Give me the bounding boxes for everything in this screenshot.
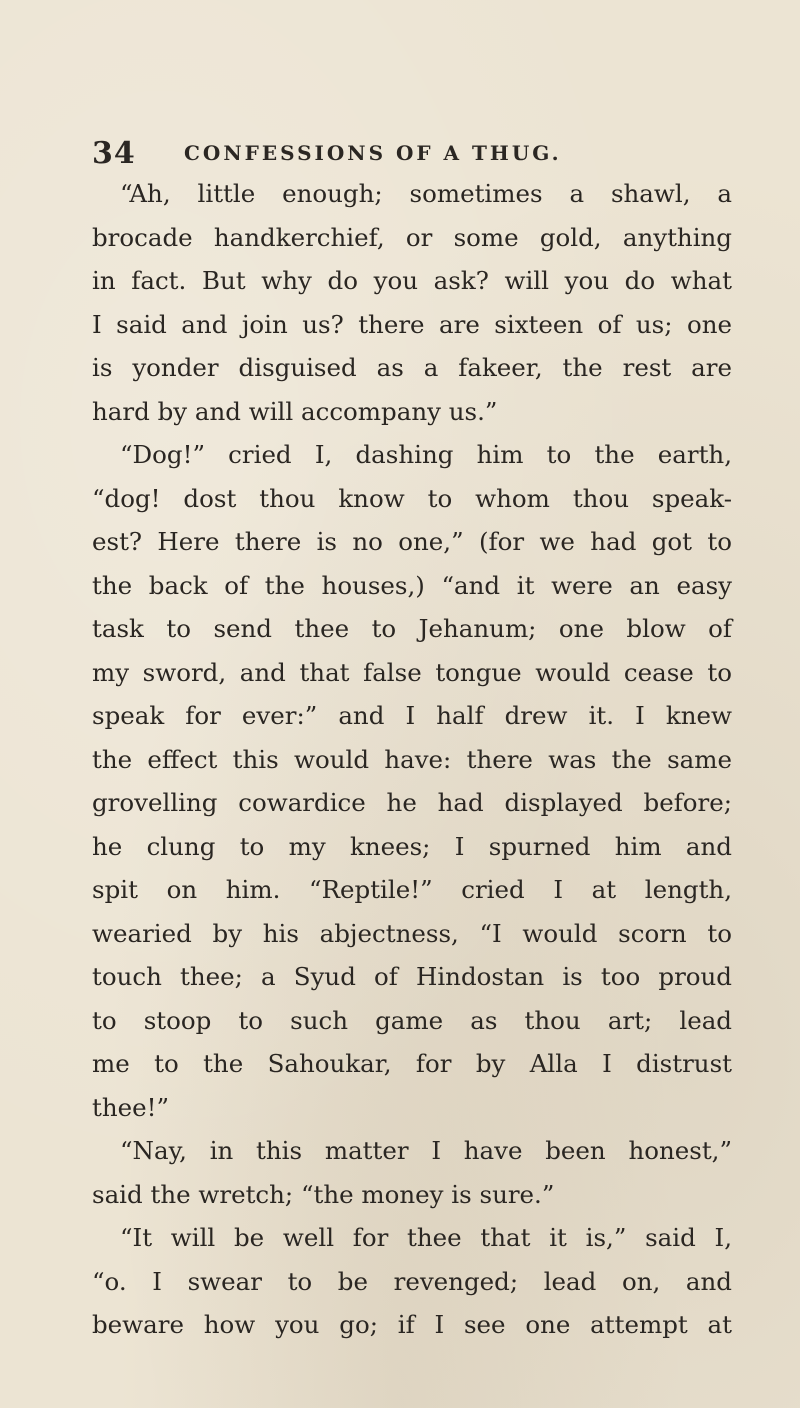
text-line: my sword, and that false tongue would cease to [92, 657, 732, 687]
text-line: in fact. But why do you ask? will you do what [92, 266, 732, 295]
body-text [92, 172, 732, 1347]
text-line: beware how you go; if I see one attempt at [92, 1310, 732, 1339]
text-line: said the wretch; “the money is sure.” [92, 1179, 555, 1209]
text-line: he clung to my knees; I spurned him and [92, 831, 732, 861]
text-line: is yonder disguised as a fakeer, the rest are [92, 353, 732, 382]
text-line: est? Here there is no one,” (for we had got to [92, 527, 732, 556]
running-head: CONFESSIONS OF A THUG. [184, 141, 562, 165]
text-line: task to send thee to Jehanum; one blow of [92, 614, 732, 643]
text-line: “Ah, little enough; sometimes a shawl, a [120, 179, 732, 208]
text-line: spit on him. “Reptile!” cried I at length, [92, 875, 732, 904]
text-line: thee!” [92, 1092, 169, 1122]
text-line: to stoop to such game as thou art; lead [92, 1005, 732, 1035]
text-line: “It will be well for thee that it is,” said I, [120, 1223, 732, 1252]
text-line: the effect this would have: there was the same [92, 744, 732, 774]
page-number: 34 [92, 136, 136, 171]
text-line: “Dog!” cried I, dashing him to the earth, [120, 440, 732, 469]
text-line: “Nay, in this matter I have been honest,” [120, 1136, 732, 1165]
text-line: hard by and will accompany us.” [92, 396, 498, 426]
text-line: wearied by his abjectness, “I would scorn to [92, 918, 732, 948]
text-line: touch thee; a Syud of Hindostan is too proud [92, 962, 732, 991]
text-line: “o. I swear to be revenged; lead on, and [92, 1266, 732, 1296]
text-line: I said and join us? there are sixteen of us; one [92, 309, 732, 339]
text-line: speak for ever:” and I half drew it. I knew [92, 701, 732, 730]
text-line: “dog! dost thou know to whom thou speak- [92, 483, 732, 513]
page-header [92, 136, 712, 176]
text-line: me to the Sahoukar, for by Alla I distrust [92, 1049, 732, 1078]
text-line: the back of the houses,) “and it were an easy [92, 570, 732, 600]
text-line: grovelling cowardice he had displayed before; [92, 788, 732, 817]
text-line: brocade handkerchief, or some gold, anything [92, 222, 732, 252]
